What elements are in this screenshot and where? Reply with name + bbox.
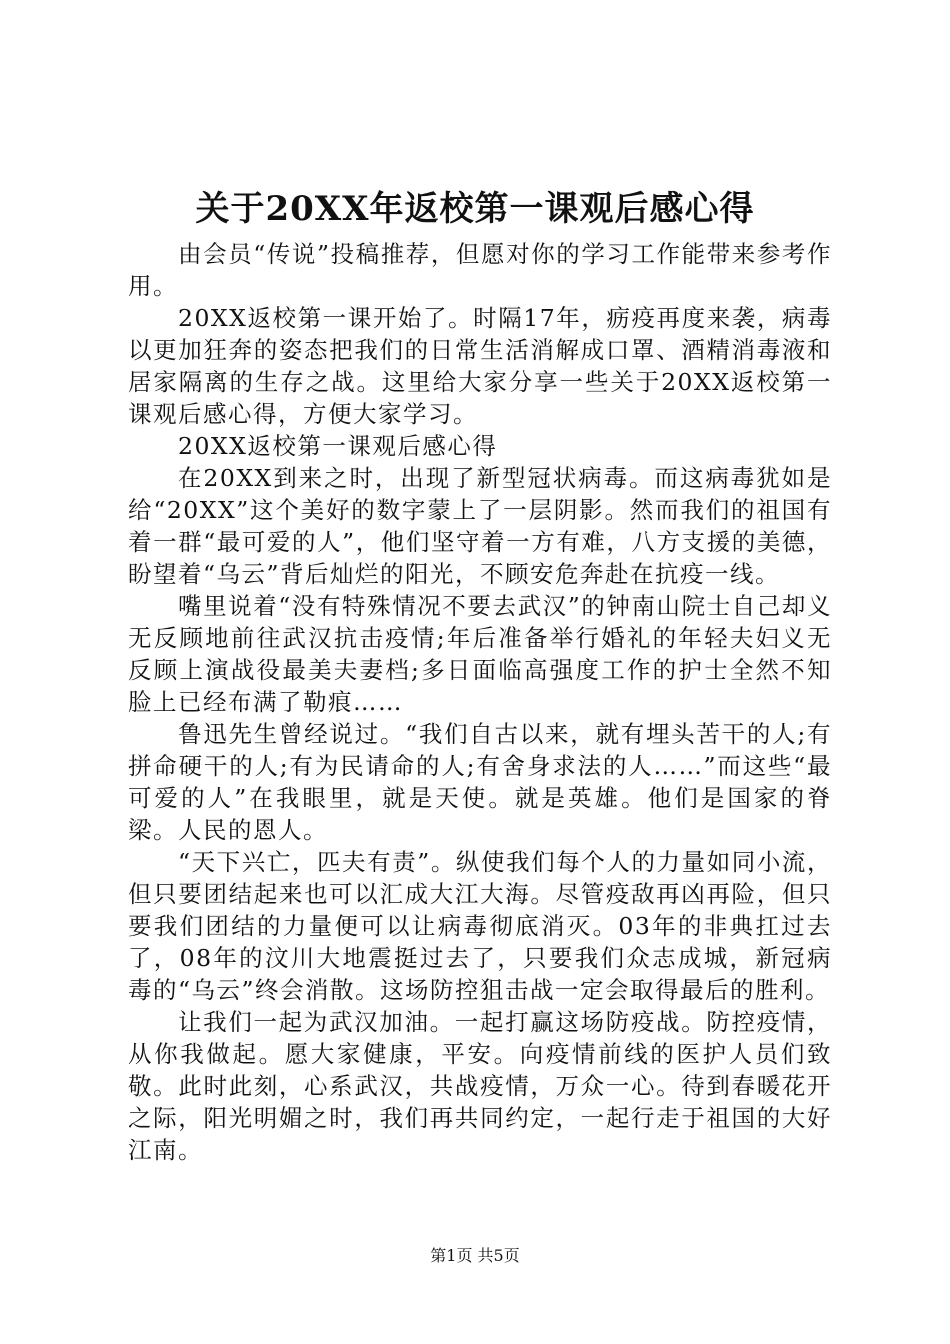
paragraph-opening: 20XX返校第一课开始了。时隔17年，疬疫再度来袭，病毒以更加狂奔的姿态把我们的日常生活消解成口罩、酒精消毒液和居家隔离的生存之战。这里给大家分享一些关于20XX返校第一课观后感心得，方便大家学习。 <box>128 304 832 428</box>
document-title: 关于20XX年返校第一课观后感心得 <box>195 189 755 229</box>
paragraph-closing: 让我们一起为武汉加油。一起打赢这场防疫战。防控疫情，从你我做起。愿大家健康，平安。向疫情前线的医护人员们致敬。此时此刻，心系武汉，共战疫情，万众一心。待到春暖花开之际，阳光明媚之时，我们再共同约定，一起行走于祖国的大好江南。 <box>128 1008 832 1164</box>
paragraph-subtitle: 20XX返校第一课观后感心得 <box>178 432 498 460</box>
paragraph-intro: 由会员“传说”投稿推荐，但愿对你的学习工作能带来参考作用。 <box>128 240 832 300</box>
paragraph-body: 在20XX到来之时，出现了新型冠状病毒。而这病毒犹如是给“20XX”这个美好的数字蒙上了一层阴影。然而我们的祖国有着一群“最可爱的人”，他们坚守着一方有难，八方支援的美德，盼望着“乌云”背后灿烂的阳光，不顾安危奔赴在抗疫一线。 <box>128 464 832 588</box>
paragraph-body: “天下兴亡，匹夫有责”。纵使我们每个人的力量如同小流，但只要团结起来也可以汇成大江大海。尽管疫敌再凶再险，但只要我们团结的力量便可以让病毒彻底消灭。03年的非典扛过去了，08年的汶川大地震挺过去了，只要我们众志成城，新冠病毒的“乌云”终会消散。这场防控狙击战一定会取得最后的胜利。 <box>128 848 832 1004</box>
page-number-footer: 第1页 共5页 <box>430 1246 520 1265</box>
document-body <box>128 238 832 1166</box>
paragraph-body: 鲁迅先生曾经说过。“我们自古以来，就有埋头苦干的人;有拼命硬干的人;有为民请命的人;有舍身求法的人……”而这些“最可爱的人”在我眼里，就是天使。就是英雄。他们是国家的脊梁。人民的恩人。 <box>128 720 832 844</box>
paragraph-body: 嘴里说着“没有特殊情况不要去武汉”的钟南山院士自己却义无反顾地前往武汉抗击疫情;年后准备举行婚礼的年轻夫妇义无反顾上演战役最美夫妻档;多日面临高强度工作的护士全然不知脸上已经布满了勒痕…… <box>128 592 832 716</box>
